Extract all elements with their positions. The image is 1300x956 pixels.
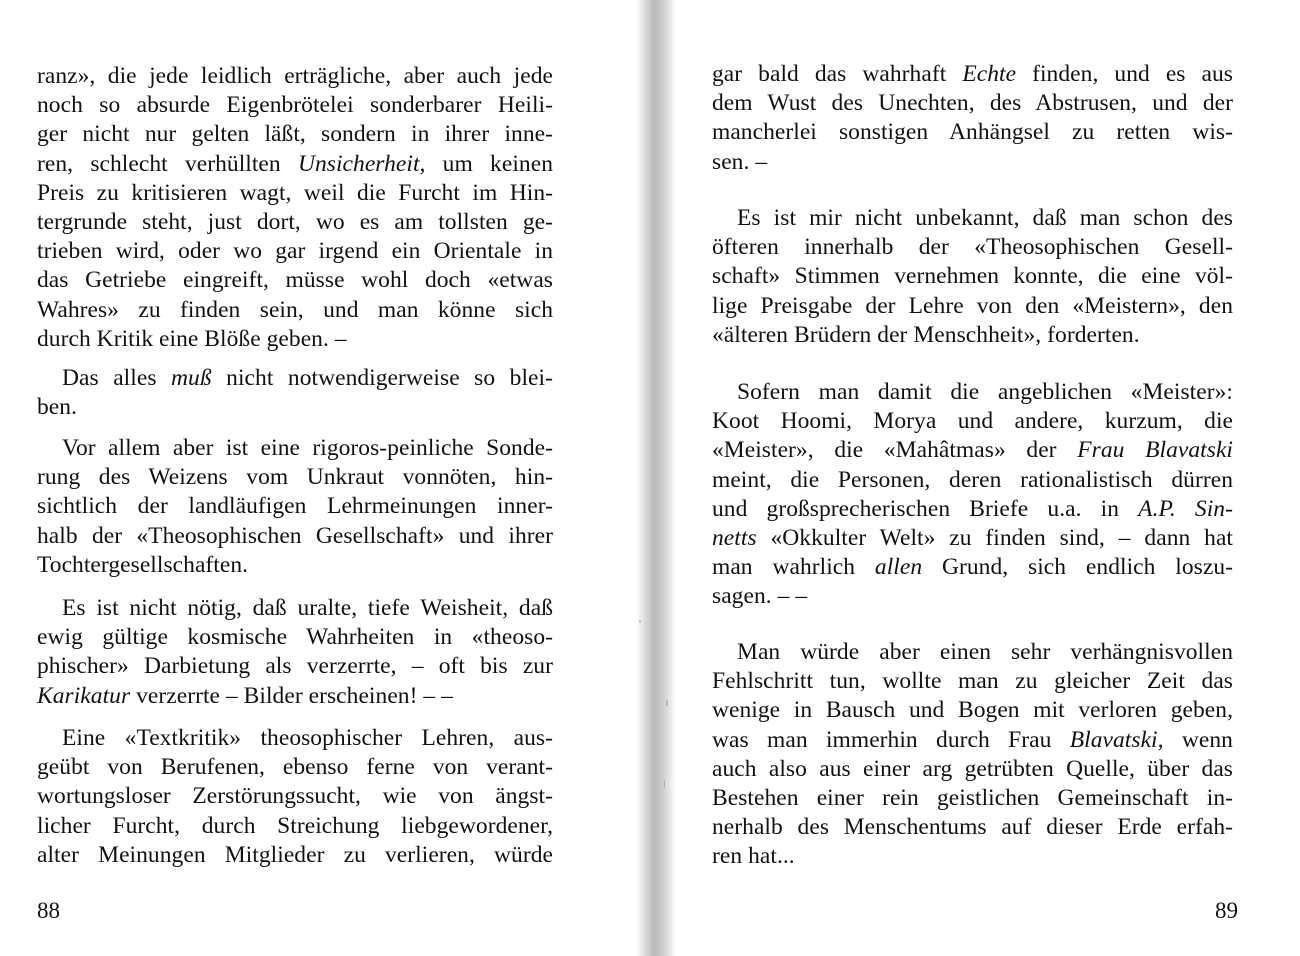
text-line: sichtlich der landläufigen Lehrmeinungen inner- [37,493,553,520]
text-line: sen. – [712,148,768,175]
text-line: mancherlei sonstigen Anhängsel zu retten wis- [712,119,1233,146]
text-line: licher Furcht, durch Streichung liebgewordener, [37,812,553,839]
text-line: lige Preisgabe der Lehre von den «Meistern», den [712,292,1233,319]
italic-run: Unsicherheit, [297,150,426,177]
text-run: finden, und es aus [1016,61,1234,87]
text-run: gar bald das wahrhaft [712,61,963,87]
italic-run: Karikatur [37,682,131,709]
right-paragraph-3 [712,378,1233,612]
text-line: wortungsloser Zerstörungssucht, wie von ängst- [37,783,553,810]
text-run: «Okkulter Welt» zu finden sind, – dann hat [756,525,1233,552]
text-line: Tochtergesellschaften. [37,551,249,578]
text-line: Es ist nicht nötig, daß uralte, tiefe Weisheit, daß [62,595,553,621]
text-line: tergrunde steht, just dort, wo es am tollsten ge- [37,209,553,236]
text-line: meint, die Personen, deren rationalistisch dürren [712,466,1233,493]
gutter-speck [664,780,665,788]
text-line: Es ist mir nicht unbekannt, daß man schon des [737,205,1233,231]
left-paragraph-5 [37,724,553,870]
text-line: Vor allem aber ist eine rigoros-peinliche Sonde- [62,435,553,461]
text-line: noch so absurde Eigenbrötelei sonderbarer Heili- [37,92,553,119]
text-line: auch also aus einer arg getrübten Quelle, über das [712,755,1233,782]
text-run: nicht notwendigerweise so blei- [211,365,553,391]
text-line: Fehlschritt tun, wollte man zu gleicher Zeit das [712,668,1233,695]
text-run: Das alles [62,365,172,391]
text-line: Bestehen einer rein geistlichen Gemeinschaft in- [712,785,1233,812]
text-line [712,524,1233,553]
left-page [0,0,640,956]
italic-run: Frau Blavatski [1077,437,1233,464]
left-paragraph-2 [37,364,553,422]
text-line [712,436,1233,465]
italic-run: netts [712,525,757,552]
text-line: ger nicht nur gelten läßt, sondern in ihrer inne- [37,121,553,148]
left-paragraph-3 [37,434,553,580]
page-number-right: 89 [1215,898,1238,923]
italic-run: Blavatski, [1069,726,1164,753]
text-line: Wahres» zu finden sein, und man könne sich [37,296,553,323]
text-line [712,553,1233,582]
text-line: Sofern man damit die angeblichen «Meister»: [737,379,1233,405]
text-run: wenn [1163,726,1233,753]
text-line: das Getriebe eingreift, müsse wohl doch «etwas [37,267,553,294]
italic-run: A.P. Sin- [1138,495,1233,522]
text-line: alter Meinungen Mitglieder zu verlieren, würde [37,841,553,868]
italic-run: muß [171,365,212,391]
text-line: phischer» Darbietung als verzerrte, – oft bis zur [37,653,553,680]
text-line: dem Wust des Unechten, des Abstrusen, und der [712,90,1233,117]
text-line: Preis zu kritisieren wagt, weil die Furcht im Hin- [37,179,553,206]
text-line: durch Kritik eine Blöße geben. – [37,325,347,352]
text-run: Grund, sich endlich loszu- [922,554,1233,581]
right-page [672,0,1300,956]
text-line [712,60,1233,89]
text-line: «älteren Brüdern der Menschheit», forderten. [712,321,1140,348]
text-line: Koot Hoomi, Morya und andere, kurzum, die [712,408,1233,435]
text-line: nerhalb des Menschentums auf dieser Erde erfah- [712,814,1233,841]
text-run: verzerrte – Bilder erscheinen! – – [130,682,453,709]
left-paragraph-1 [37,62,553,354]
text-line: ben. [37,394,78,421]
italic-run: allen [874,554,923,581]
text-line: wenige in Bausch und Bogen mit verloren geben, [712,697,1233,724]
text-line: schaft» Stimmen vernehmen konnte, die eine völ- [712,263,1233,290]
text-line: ranz», die jede leidlich erträgliche, aber auch jede [37,63,553,89]
text-run: und großsprecherischen Briefe u.a. in [712,495,1139,522]
text-line: halb der «Theosophischen Gesellschaft» und ihrer [37,522,553,549]
text-line: ewig gültige kosmische Wahrheiten in «theoso- [37,624,553,651]
text-line [37,682,553,711]
text-line [37,364,553,393]
book-gutter-shadow [636,0,676,956]
text-run: um keinen [425,150,553,177]
text-line [712,726,1233,755]
text-line: trieben wird, oder wo gar irgend ein Orientale in [37,238,553,265]
gutter-speck [666,700,668,706]
text-line: Man würde aber einen sehr verhängnisvollen [737,639,1233,665]
text-run: «Meister», die «Mahâtmas» der [712,437,1078,464]
text-run: man wahrlich [712,554,875,581]
text-line: öfteren innerhalb der «Theosophischen Gesell- [712,234,1233,261]
text-line [712,495,1233,524]
text-line: rung des Weizens vom Unkraut vonnöten, hin- [37,464,553,491]
text-run: ren, schlecht verhüllten [37,150,298,177]
page-number-left: 88 [37,898,60,923]
left-paragraph-4 [37,594,553,711]
right-paragraph-4 [712,638,1233,872]
right-paragraph-1 [712,60,1233,177]
text-line: sagen. – – [712,583,808,610]
text-line: ren hat... [712,843,795,870]
text-line [37,150,553,179]
text-run: was man immerhin durch Frau [712,726,1070,753]
italic-run: Echte [962,61,1017,87]
right-paragraph-2 [712,204,1233,350]
text-line: Eine «Textkritik» theosophischer Lehren, aus- [62,725,553,751]
text-line: geübt von Berufenen, ebenso ferne von verant- [37,754,553,781]
